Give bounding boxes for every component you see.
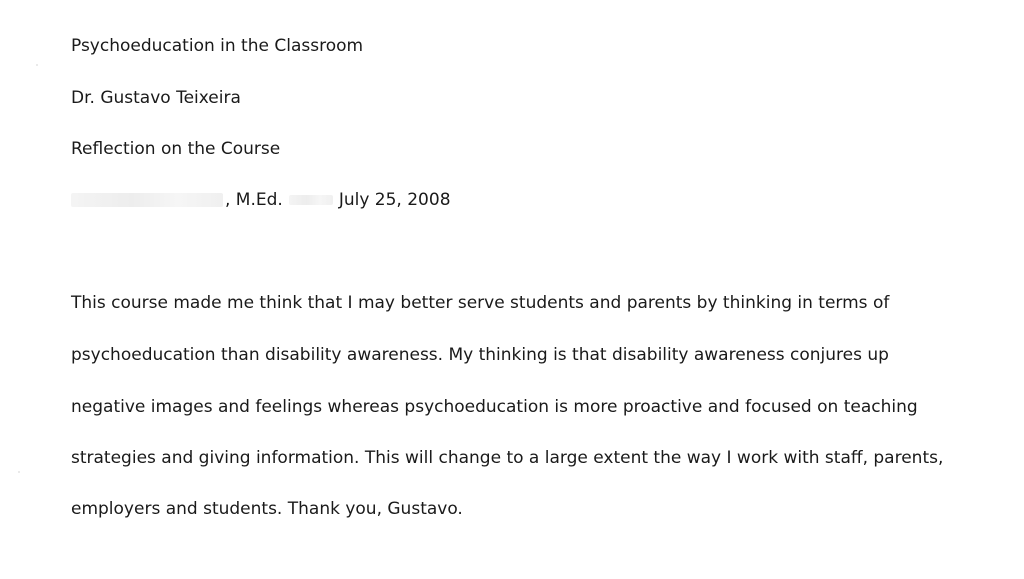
author-degree: , M.Ed. — [225, 190, 283, 210]
body-text-line: This course made me think that I may better serve students and parents by thinking in terms of — [71, 293, 890, 313]
document-subtitle: Reflection on the Course — [71, 139, 281, 159]
scan-speck — [18, 471, 20, 473]
document-date: July 25, 2008 — [338, 190, 451, 210]
redacted-author-name — [71, 193, 223, 207]
body-text-line: negative images and feelings whereas psychoeducation is more proactive and focused on teaching — [71, 397, 918, 417]
course-title: Psychoeducation in the Classroom — [71, 36, 364, 56]
instructor-name: Dr. Gustavo Teixeira — [71, 88, 241, 108]
body-text-line: employers and students. Thank you, Gustavo. — [71, 499, 463, 519]
body-text-line: psychoeducation than disability awareness. My thinking is that disability awareness conjures up — [71, 345, 889, 365]
body-text-line: strategies and giving information. This will change to a large extent the way I work with staff, parents, — [71, 448, 944, 468]
redacted-gap — [289, 195, 333, 205]
author-date-line — [71, 190, 451, 210]
scan-speck — [36, 64, 38, 66]
